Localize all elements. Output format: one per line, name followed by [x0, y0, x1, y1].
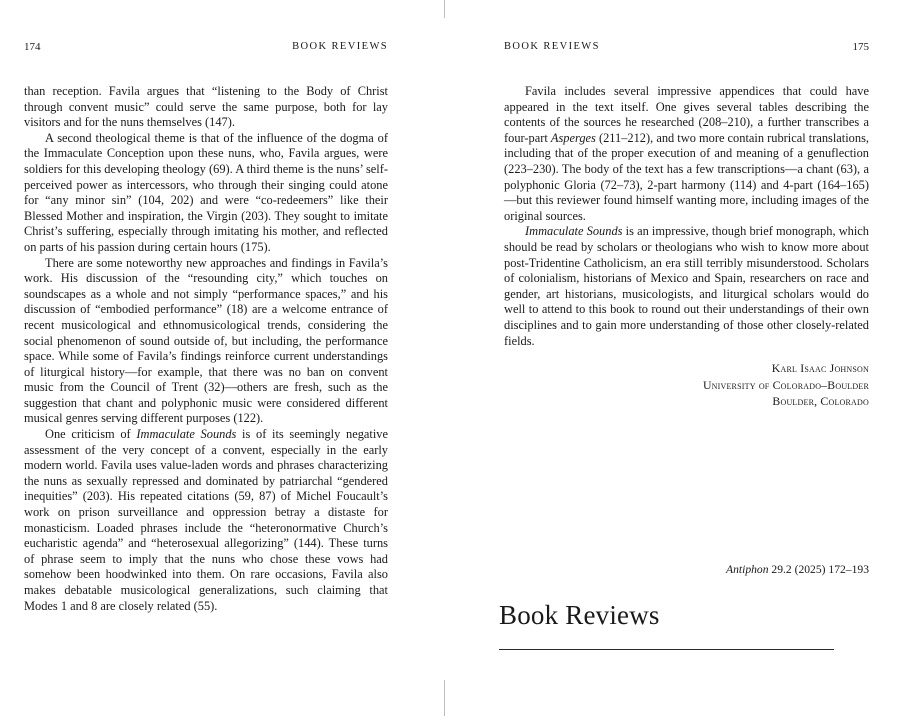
- reviewer-location: Boulder, Colorado: [772, 394, 869, 408]
- journal-citation: [726, 563, 869, 576]
- reviewer-signature: [703, 360, 869, 410]
- reviewer-name: Karl Isaac Johnson: [771, 361, 869, 375]
- left-paragraph-2: A second theological theme is that of the influence of the dogma of the Immaculate Conception upon these nuns, who, Favila argues, were soldiers for this developing theology (69). A third theme is the nuns’ self-perceived power as intercessors, who through their singing could atone for “any minor sin” (104, 202) and were “co-redeemers” like their Blessed Mother and inspiration, the Virgin (203). They sought to imitate Christ’s suffering, especially through imitating his mother, and reflected on parts of his passion during certain hours (175).: [24, 130, 388, 254]
- book-title-italic-2: Immaculate Sounds: [525, 224, 623, 239]
- asperges-italic: Asperges: [550, 130, 596, 145]
- left-paragraph-4: [24, 427, 388, 614]
- p4-lead: One criticism of: [45, 427, 137, 442]
- journal-volume: 29.2 (2025) 172–193: [768, 563, 869, 576]
- gutter-line-bottom: [444, 680, 445, 716]
- left-running-head: [24, 41, 388, 55]
- p4-text: is of its seemingly negative assessment of the very concept of a convent, especially in the early modern world. Favila uses value-laden words and phrases characterizing the nuns as sexually repressed and dominated by patriarchal “gendered inequities” (203). His repeated citations (59, 87) of Michel Foucault’s work on prison surveillance and oppression betray a distaste for monasticism. Loaded phrases include the “heteronormative Church’s eucharistic agenda” and “heterosexual allegorizing” (144). These turns of phrase seem to imply that the nuns who chose these vows had somehow been hoodwinked into them. On rare occasions, Favila also makes debatable musicological generalizations, such claiming that Modes 1 and 8 are closely related (55).: [24, 427, 388, 613]
- right-page-number: 175: [852, 41, 869, 53]
- right-running-title: BOOK REVIEWS: [504, 41, 600, 52]
- section-rule: [499, 649, 834, 650]
- left-paragraph-1: than reception. Favila argues that “listening to the Body of Christ through convent music” could serve the same purpose, both for lay visitors and for the nuns themselves (147).: [24, 84, 388, 130]
- right-running-head: [504, 41, 869, 55]
- section-heading: Book Reviews: [499, 600, 660, 630]
- left-running-title: BOOK REVIEWS: [292, 41, 388, 52]
- gutter-line-top: [444, 0, 445, 18]
- book-title-italic: Immaculate Sounds: [136, 427, 237, 442]
- right-paragraph-1: [504, 84, 869, 224]
- left-page-number: 174: [24, 41, 41, 53]
- journal-name: Antiphon: [726, 563, 769, 576]
- right-body-text: [504, 84, 869, 349]
- rp1-a: Favila includes several impressive appendices that could have appeared in the text itself. One gives several tables describing the contents of the sources he researched (208–210), a further transcribes a four-part: [504, 84, 869, 145]
- rp2-b: is an impressive, though brief monograph, which should be read by scholars or theologians who wish to know more about post-Tridentine Catholicism, an era still terribly misunderstood. Scholars of colonialism, historians of Mexico and Spain, researchers on race and gender, art historians, musicologists, and liturgical scholars would do well to attend to this book to round out their understandings of their own disciplines and to gain more understanding of those other closely-related fields.: [504, 224, 870, 348]
- left-paragraph-3: There are some noteworthy new approaches and findings in Favila’s work. His discussion of the “resounding city,” which touches on soundscapes as a whole and not simply “performance spaces,” and his discussion of “embodied performance” (18) are a welcome entrance of recent musicological and ethnomusicological trends, considering the social phenomenon of sound outside of, but including, the performance space. While some of Favila’s findings reinforce current understandings of liturgical history—for example, that there was no ban on convent music from the Council of Trent (32)—others are fresh, such as the suggestion that chant and polyphonic music were considered different musical genres serving different purposes (122).: [24, 255, 388, 426]
- right-paragraph-2: [504, 224, 869, 349]
- rp1-b: (211–212), and two more contain rubrical translations, including that of the proper execution of and meaning of a genuflection (223–230). The body of the text has a few transcriptions—a chant (63), a polyphonic Gloria (72–73), 2-part harmony (114) and 4-part (164–165)—but this reviewer found himself wanting more, including images of the original sources.: [504, 130, 869, 223]
- reviewer-affiliation: University of Colorado–Boulder: [702, 377, 869, 392]
- left-body-text: [24, 84, 388, 614]
